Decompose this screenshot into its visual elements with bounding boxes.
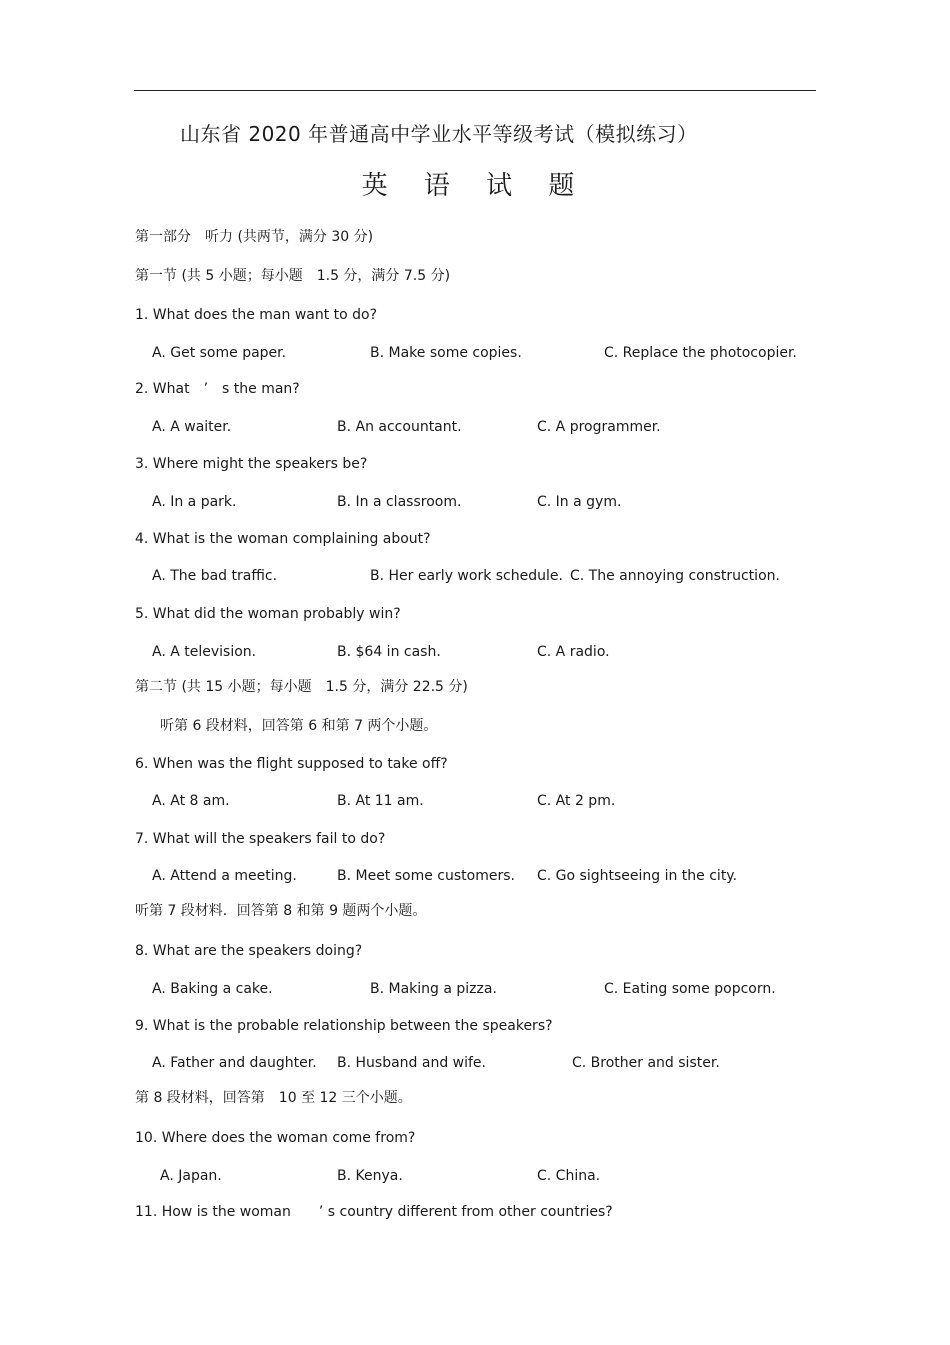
option-b: B. Meet some customers. (337, 868, 515, 884)
option-a: A. In a park. (152, 494, 237, 510)
option-c: C. A radio. (537, 644, 610, 660)
option-c: C. At 2 pm. (537, 793, 616, 809)
option-b: B. $64 in cash. (337, 644, 441, 660)
option-b: B. Her early work schedule. (370, 568, 563, 584)
option-c: C. A programmer. (537, 419, 661, 435)
material-instruction: 第 8 段材料，回答第 10 至 12 三个小题。 (135, 1090, 412, 1106)
question-stem: 6. When was the flight supposed to take off? (135, 756, 448, 772)
section-heading-1: 第一节 (共 5 小题；每小题 1.5 分，满分 7.5 分) (135, 268, 451, 284)
option-a: A. The bad traffic. (152, 568, 278, 584)
question-stem: 2. What ’ s the man? (135, 381, 300, 397)
question-stem: 3. Where might the speakers be? (135, 456, 368, 472)
question-stem: 7. What will the speakers fail to do? (135, 831, 386, 847)
option-c: C. Brother and sister. (572, 1055, 720, 1071)
option-b: B. Make some copies. (370, 345, 522, 361)
material-instruction: 听第 7 段材料．回答第 8 和第 9 题两个小题。 (135, 903, 427, 919)
question-stem: 9. What is the probable relationship between the speakers? (135, 1018, 553, 1034)
option-c: C. Go sightseeing in the city. (537, 868, 738, 884)
question-stem: 1. What does the man want to do? (135, 307, 378, 323)
option-c: C. Eating some popcorn. (604, 981, 776, 997)
exam-subtitle: 英 语 试 题 (361, 171, 589, 201)
header-rule (134, 90, 816, 91)
option-a: A. At 8 am. (152, 793, 230, 809)
question-stem: 4. What is the woman complaining about? (135, 531, 431, 547)
option-c: C. Replace the photocopier. (604, 345, 797, 361)
option-a: A. Japan. (160, 1168, 222, 1184)
option-a: A. Father and daughter. (152, 1055, 317, 1071)
option-b: B. Kenya. (337, 1168, 403, 1184)
option-b: B. Husband and wife. (337, 1055, 486, 1071)
question-stem: 8. What are the speakers doing? (135, 943, 363, 959)
part-heading: 第一部分 听力 (共两节，满分 30 分) (135, 229, 374, 245)
option-a: A. Attend a meeting. (152, 868, 297, 884)
option-b: B. At 11 am. (337, 793, 424, 809)
option-a: A. A television. (152, 644, 257, 660)
option-a: A. Get some paper. (152, 345, 287, 361)
option-c: C. The annoying construction. (570, 568, 780, 584)
option-a: A. Baking a cake. (152, 981, 273, 997)
option-b: B. Making a pizza. (370, 981, 497, 997)
question-stem: 10. Where does the woman come from? (135, 1130, 416, 1146)
material-instruction: 听第 6 段材料，回答第 6 和第 7 两个小题。 (160, 718, 438, 734)
option-a: A. A waiter. (152, 419, 232, 435)
option-c: C. In a gym. (537, 494, 622, 510)
question-stem: 5. What did the woman probably win? (135, 606, 401, 622)
option-b: B. In a classroom. (337, 494, 462, 510)
option-b: B. An accountant. (337, 419, 462, 435)
exam-title: 山东省 2020 年普通高中学业水平等级考试（模拟练习） (180, 122, 698, 146)
section-heading-2: 第二节 (共 15 小题；每小题 1.5 分，满分 22.5 分) (135, 679, 468, 695)
question-stem: 11. How is the woman ’ s country different from other countries? (135, 1204, 613, 1220)
option-c: C. China. (537, 1168, 601, 1184)
